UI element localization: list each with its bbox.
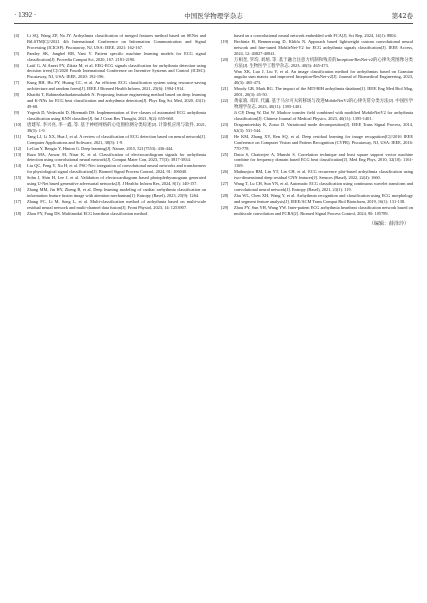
- reference-text: Khatibi T, Rabinezhadsadatmahaleh N. Proposing feature engineering method based on deep learning and K-NNs for ECG beat classification and arrhythmia detection[J]. Phys Eng Sci Med, 2020, 43(1): 49-68.: [27, 92, 206, 109]
- reference-entry: [221, 181, 413, 193]
- reference-text: based on a convolutional neural network embedded with FCA[J]. Sci Rep, 2024, 14(1): 8804.: [234, 33, 397, 38]
- reference-text: Moody GB, Mark RG. The impact of the MIT-BIH arrhythmia database[J]. IEEE Eng Med Biol Mag, 2001, 20(3): 45-50.: [234, 86, 413, 98]
- reference-text: LeCun Y, Bengio Y, Hinton G. Deep learning[J]. Nature, 2015, 521(7553): 436-444.: [27, 145, 174, 151]
- reference-text: Mathunjwa BM, Lin YT, Lin CH, et al. ECG recurrence plot-based arrhythmia classification using two-dimensional deep residual CNN features[J]. Sensors (Basel), 2022, 22(4): 1660.: [234, 169, 413, 181]
- reference-text: Bechinia H, Benmerzoug D, Khlifa N. Approach based lightweight custom convolutional neural network and fine-tuned MobileNet-V2 for ECG arrhythmia signals classification[J]. IEEE Access, 2024, 12: 40827-40841.: [234, 39, 413, 56]
- reference-entry: [14, 199, 206, 211]
- reference-number: [6]: [14, 62, 20, 68]
- reference-number: [18]: [14, 210, 22, 216]
- reference-entry: [221, 193, 413, 205]
- reference-number: [16]: [14, 187, 22, 193]
- reference-number: [15]: [14, 175, 22, 181]
- reference-number: [8]: [14, 92, 20, 98]
- reference-number: [22]: [221, 98, 229, 104]
- reference-number: [7]: [14, 80, 20, 86]
- reference-entry: [14, 134, 206, 146]
- reference-entry: [14, 92, 206, 110]
- volume-label: 第42卷: [391, 12, 413, 20]
- reference-text: Raza MA, Anwar M, Nisar K, et al. Classification of electrocardiogram signals for arrhythmia detection using convolutional neural network[J]. Comput Mater Con, 2023, 77(3): 3817-3834.: [27, 151, 206, 163]
- reference-entry: [221, 69, 413, 87]
- reference-text: 万相奎, 罗均, 刘炳, 等. 基于融合注意力机制和残差的Inception-ResNet-v2的心律失常图像分类方法[J]. 生物医学工程学杂志, 2023, 40(3): 465-473.: [234, 56, 413, 68]
- reference-number: [19]: [221, 39, 229, 45]
- reference-text: Zhu WL, Chen XH, Wang Y, et al. Arrhythmia recognition and classification using ECG morphology and segment feature analysis[J]. IEEE/ACM Trans Comput Biol Bioinform, 2019, 16(1): 131-138.: [234, 193, 413, 204]
- reference-number: [27]: [221, 181, 229, 187]
- reference-number: [25]: [221, 151, 229, 157]
- reference-number: [29]: [221, 204, 229, 210]
- reference-number: [9]: [14, 109, 20, 115]
- reference-number: [20]: [221, 56, 229, 62]
- reference-number: [24]: [221, 133, 229, 139]
- reference-number: [26]: [221, 169, 229, 175]
- journal-title: 中国医学物理学杂志: [184, 12, 243, 20]
- reference-number: [14]: [14, 163, 22, 169]
- reference-text: 唐建军, 李兴亮, 李一鑫, 等. 基于神经网络的心电图检测分类综述[J]. 计算机应用与软件, 2021, 38(5): 1-9.: [27, 121, 206, 133]
- reference-entry: [14, 122, 206, 134]
- editor-credit: （编辑：薛泽玲）: [368, 220, 409, 227]
- reference-entry: [221, 86, 413, 98]
- reference-number: [13]: [14, 151, 22, 157]
- reference-text: Li SQ, Wang ZP, Na JY. Arrhythmia classification of merged features method based on SENet and BiLSTM[C]//2021 4th International Conference on Information Communication and Signal Processing (ICICSP). Piscataway, NJ, USA: IEEE, 2021: 162-167.: [27, 33, 206, 50]
- reference-entry: [14, 175, 206, 187]
- reference-entry: [14, 146, 206, 152]
- reference-text: Pandey SK, Janghel RR, Vani V. Patient specific machine learning models for ECG signal classification[J]. Procedia Comput Sci, 2020, 167: 2181-2190.: [27, 50, 206, 62]
- reference-entry: [221, 169, 413, 181]
- reference-number: [28]: [221, 193, 229, 199]
- page-number: · 1392 ·: [14, 11, 37, 19]
- reference-entry: [14, 110, 206, 122]
- reference-number: [221, 110, 234, 122]
- reference-entry: [221, 110, 413, 122]
- reference-text: Wan XK, Luo J, Liu Y, et al. An image classification method for arrhythmias based on Gramian angular sum matrix and improved Inception-ResNet-v2[J]. Journal of Biomedical Engineering, 2023, 40(3): 465-473.: [234, 68, 413, 86]
- reference-text: Liu QC, Feng Y, Xu H, et al. PSC-Net: integration of convolutional neural networks and transformers for physiological signal classification[J]. Biomed Signal Process Control, 2024, 91: 106040.: [27, 163, 206, 175]
- references-left-column: [14, 33, 206, 217]
- reference-text: Zhou FY, Fang DS. Multimodal ECG heartbeat classification method: [27, 210, 148, 216]
- reference-text: Sohn J, Shin H, Lee J, et al. Validation of electrocardiogram based photoplethysmogram generated using U-Net based generative adversarial networks[J]. J Healthc Inform Res, 2024, 8(1): 140-157.: [27, 175, 206, 187]
- reference-text: 黄家驹, 邓洋, 代巍. 基于马尔可夫转移场与改进MobileNetV2的心律失常分类方法[J]. 中国医学物理学杂志, 2023, 40(11): 1395-1401.: [234, 98, 413, 110]
- references-right-column: [221, 33, 413, 227]
- reference-text: Zhang MM, Jin HY, Zheng B, et al. Deep learning modeling of cardiac arrhythmia classification on information feature fusion image with attention mechanism[J]. Entropy (Basel), 2023, 25(9): 1264.: [27, 187, 206, 199]
- reference-entry: [221, 98, 413, 110]
- reference-entry: [14, 80, 206, 92]
- reference-number: [221, 69, 234, 87]
- reference-text: Zhou FY, Sun YH, Wang YW. Inter-patient ECG arrhythmia heartbeat classification network based on multiscale convolution and FCBA[J]. Biomed Signal Process Control, 2024, 90: 105789.: [234, 204, 413, 216]
- reference-text: Zhang FC, Li M, Song L, et al. Multi-classification method of arrhythmia based on multi-scale residual neural network and multi-channel data fusion[J]. Front Physiol, 2023, 14: 1253907.: [27, 199, 206, 210]
- reference-text: Kung BH, Hu PY, Huang CC, et al. An efficient ECG classification system using resource-saving architecture and random forest[J]. IEEE J Biomed Health Inform, 2021, 25(6): 1904-1914.: [27, 80, 206, 92]
- reference-entry: [221, 39, 413, 57]
- reference-entry: [14, 33, 206, 51]
- reference-entry: [221, 57, 413, 69]
- reference-text: Ji CP, Deng W, Dai W. Markov transfer field combined with modified MobileNetV2 for arrhythmia classification[J]. Chinese Journal of Medical Physics, 2023, 40(11): 1395-1401.: [234, 110, 413, 121]
- reference-entry: [221, 152, 413, 170]
- reference-number: [4]: [14, 33, 20, 38]
- reference-number: [11]: [14, 133, 22, 139]
- reference-entry: [14, 152, 206, 164]
- reference-entry: [14, 187, 206, 199]
- reference-entry: [221, 134, 413, 152]
- reference-number: [23]: [221, 121, 229, 127]
- reference-entry: [221, 33, 413, 39]
- reference-entry: [14, 211, 206, 217]
- reference-number: [17]: [14, 199, 22, 205]
- page-header: [14, 7, 413, 24]
- reference-entry: [14, 51, 206, 63]
- reference-entry: [14, 163, 206, 175]
- reference-text: He KM, Zhang XY, Ren SQ, et al. Deep residual learning for image recognition[C]//2016 IEEE Conference on Computer Vision and Pattern Recognition (CVPR). Piscataway, NJ, USA: IEEE, 2016: 770-778.: [234, 133, 413, 151]
- reference-number: [12]: [14, 145, 22, 151]
- reference-text: Latif G, Al Anezi FY, Zikria M, et al. EEG-ECG signals classification for arrhythmia detection using decision trees[C]//2020 Fourth International Conference on Inventive Systems and Control (ICISC). Piscataway, NJ, USA: IEEE, 2020: 192-196.: [27, 62, 206, 80]
- reference-number: [21]: [221, 86, 229, 92]
- reference-text: Dutta S, Chatterjee A, Munshi S. Correlation technique and least square support vector machine combine for frequency domain based ECG beat classification[J]. Med Eng Phys, 2010, 32(10): 1161-1169.: [234, 151, 413, 169]
- reference-number: [10]: [14, 121, 22, 127]
- reference-entry: [221, 122, 413, 134]
- reference-entry: [14, 63, 206, 81]
- reference-text: Dragomiretskiy K, Zosso D. Variational mode decomposition[J]. IEEE Trans Signal Process, 2014, 62(3): 531-544.: [234, 121, 413, 133]
- reference-text: Wang T, Lu CH, Sun YN, et al. Automatic ECG classification using continuous wavelet transform and convolutional neural network[J]. Entropy (Basel), 2021, 23(1): 119.: [234, 181, 413, 192]
- reference-entry: [221, 205, 413, 217]
- reference-number: [221, 33, 234, 39]
- reference-number: [5]: [14, 50, 20, 56]
- reference-text: Tang LJ, Li XX, Hua J, et al. A review of classification of ECG detection based on neural network[J]. Computer Applications and Software, 2021, 38(5): 1-9.: [27, 133, 206, 145]
- reference-text: Yogesh D, Vedavathi D, Hiremath DS. Implementation of five classes of automated ECG arrhythmia classification using KNN classifier[J]. Int J Creat Res Thought, 2021, 9(2): 655-660.: [27, 109, 206, 121]
